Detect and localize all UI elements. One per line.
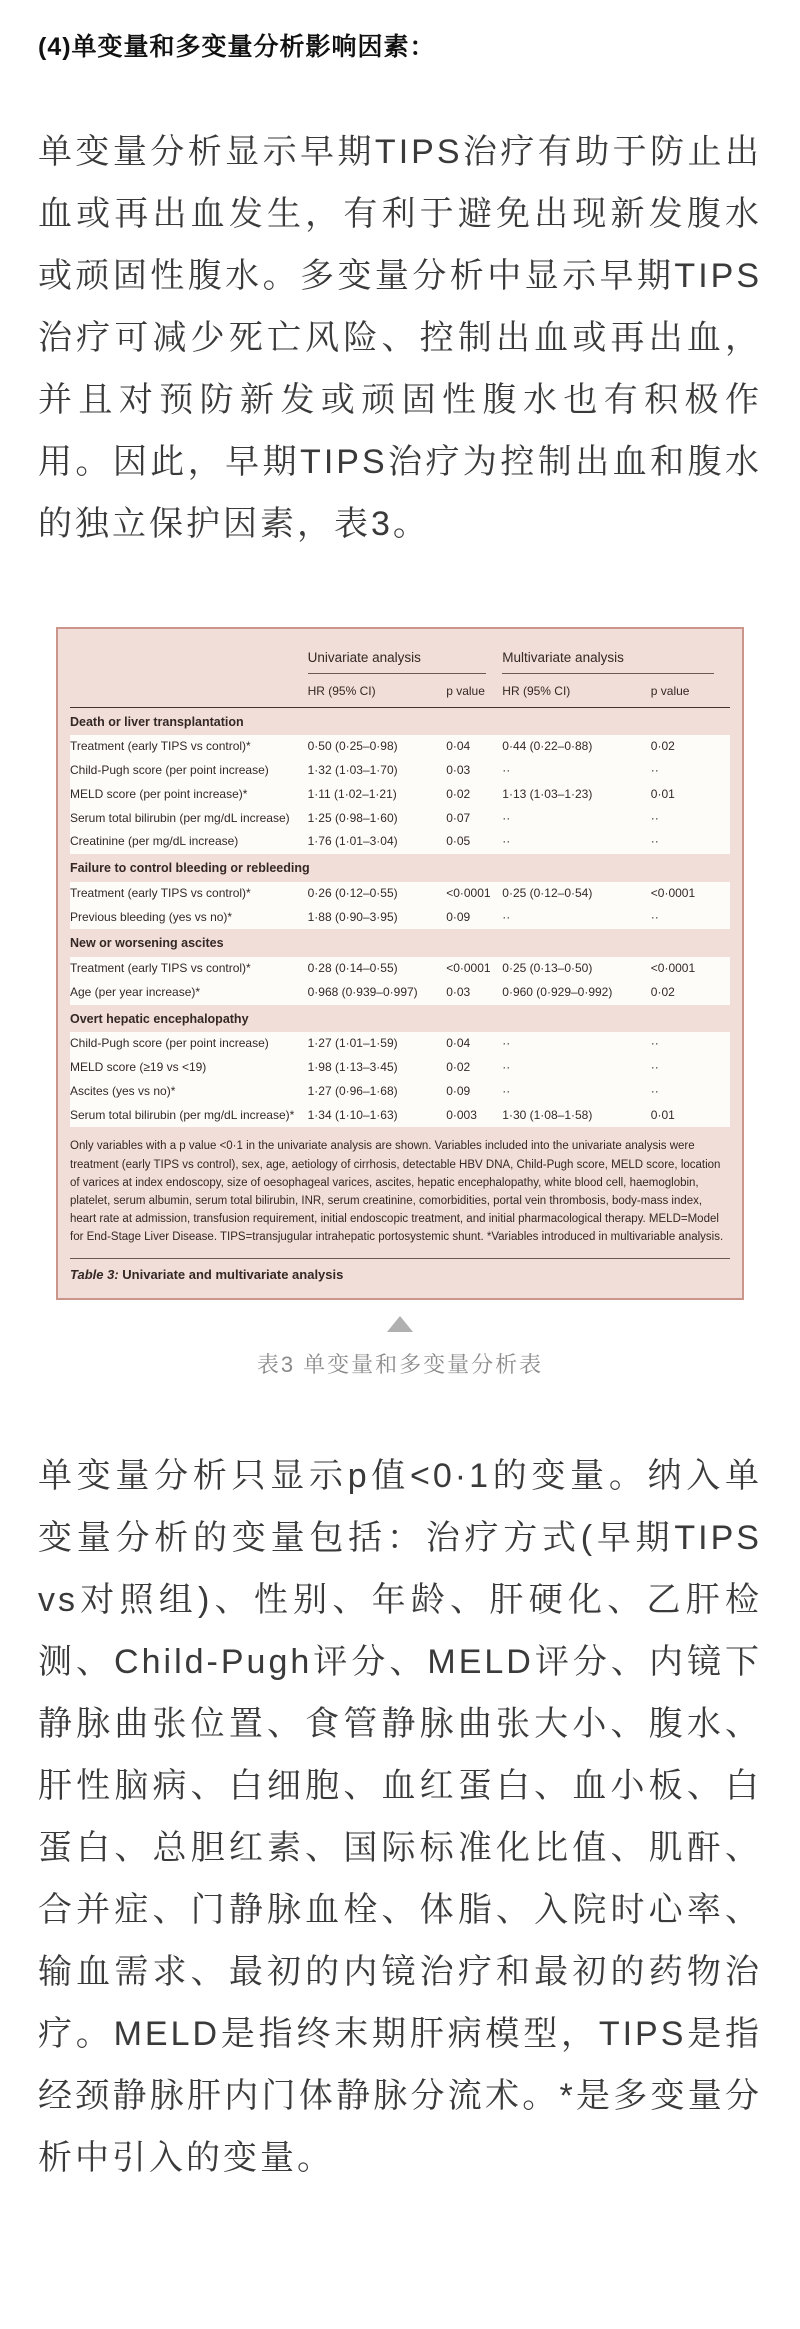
p-value-header-multivariate: p value (650, 683, 690, 698)
value-cell: ·· (651, 1056, 730, 1080)
value-cell: ·· (502, 830, 651, 854)
value-cell: 1·98 (1·13–3·45) (308, 1056, 447, 1080)
table-section-row (70, 854, 730, 882)
value-cell: 0·02 (446, 1056, 502, 1080)
variable-cell: Serum total bilirubin (per mg/dL increase) (70, 807, 308, 831)
value-cell: 0·09 (446, 1080, 502, 1104)
value-cell: 1·76 (1·01–3·04) (308, 830, 447, 854)
table-row (70, 807, 730, 831)
value-cell: 0·03 (446, 759, 502, 783)
univariate-multivariate-table (70, 645, 730, 1127)
value-cell: 1·27 (0·96–1·68) (308, 1080, 447, 1104)
value-cell: ·· (502, 1032, 651, 1056)
variable-cell: Treatment (early TIPS vs control)* (70, 735, 308, 759)
value-cell: ·· (651, 807, 730, 831)
multivariate-group-label: Multivariate analysis (502, 649, 714, 674)
value-cell: 0·05 (446, 830, 502, 854)
table-row (70, 1104, 730, 1128)
hr-ci-header-multivariate: HR (95% CI) (502, 683, 571, 698)
table-row (70, 759, 730, 783)
value-cell: 0·25 (0·13–0·50) (502, 957, 651, 981)
table-label-prefix: Table 3: (70, 1267, 119, 1283)
value-cell: 0·960 (0·929–0·992) (502, 981, 651, 1005)
table-section-row (70, 929, 730, 957)
value-cell: 0·04 (446, 1032, 502, 1056)
table-row (70, 981, 730, 1005)
table-row (70, 783, 730, 807)
table-section-title: New or worsening ascites (70, 929, 730, 957)
variable-cell: Child-Pugh score (per point increase) (70, 1032, 308, 1056)
value-cell: <0·0001 (651, 882, 730, 906)
value-cell: <0·0001 (446, 957, 502, 981)
value-cell: ·· (651, 830, 730, 854)
value-cell: ·· (502, 1080, 651, 1104)
empty-header-cell (70, 645, 308, 678)
value-cell: 0·09 (446, 906, 502, 930)
value-cell: ·· (651, 759, 730, 783)
table-group-header-row (70, 645, 730, 678)
value-cell: 0·26 (0·12–0·55) (308, 882, 447, 906)
p-value-header-univariate: p value (446, 683, 485, 698)
value-cell: 0·25 (0·12–0·54) (502, 882, 651, 906)
hr-ci-header-univariate: HR (95% CI) (307, 683, 376, 698)
value-cell: 1·25 (0·98–1·60) (308, 807, 447, 831)
univariate-group-header (308, 645, 503, 678)
variable-cell: Ascites (yes vs no)* (70, 1080, 308, 1104)
variable-cell: Creatinine (per mg/dL increase) (70, 830, 308, 854)
variable-cell: Age (per year increase)* (70, 981, 308, 1005)
triangle-up-icon (387, 1316, 413, 1332)
multivariate-group-header (502, 645, 730, 678)
value-cell: 1·34 (1·10–1·63) (308, 1104, 447, 1128)
table-row (70, 1032, 730, 1056)
table-row (70, 830, 730, 854)
section-heading: (4)单变量和多变量分析影响因素： (38, 33, 436, 61)
value-cell: 1·11 (1·02–1·21) (308, 783, 447, 807)
variable-cell: Previous bleeding (yes vs no)* (70, 906, 308, 930)
table-row (70, 735, 730, 759)
table-bottom-rule (70, 1258, 730, 1259)
value-cell: ·· (502, 906, 651, 930)
table-row (70, 906, 730, 930)
value-cell: 0·07 (446, 807, 502, 831)
variable-cell: Treatment (early TIPS vs control)* (70, 882, 308, 906)
table-section-title: Failure to control bleeding or rebleeding (70, 854, 730, 882)
value-cell: 1·27 (1·01–1·59) (308, 1032, 447, 1056)
value-cell: 1·32 (1·03–1·70) (308, 759, 447, 783)
variable-cell: MELD score (≥19 vs <19) (70, 1056, 308, 1080)
value-cell: 0·01 (651, 1104, 730, 1128)
value-cell: 0·44 (0·22–0·88) (502, 735, 651, 759)
table-section-title: Death or liver transplantation (70, 707, 730, 735)
table-section-row (70, 707, 730, 735)
table-subheader-row (70, 678, 730, 707)
value-cell: 0·28 (0·14–0·55) (308, 957, 447, 981)
paragraph-table-explanation: 单变量分析只显示p值<0·1的变量。纳入单变量分析的变量包括：治疗方式(早期TIPS vs对照组)、性别、年龄、肝硬化、乙肝检测、Child-Pugh评分、MELD评分、内镜下静脉曲张位置、食管静脉曲张大小、腹水、肝性脑病、白细胞、血红蛋白、血小板、白蛋白、总胆红素、国际标准化比值、肌酐、合并症、门静脉血栓、体脂、入院时心率、输血需求、最初的内镜治疗和最初的药物治疗。MELD是指终末期肝病模型，TIPS是指经颈静脉肝内门体静脉分流术。*是多变量分析中引入的变量。 (38, 1457, 762, 2178)
univariate-group-label: Univariate analysis (308, 649, 487, 674)
value-cell: ·· (651, 1080, 730, 1104)
table-section-row (70, 1005, 730, 1033)
value-cell: 0·02 (651, 735, 730, 759)
value-cell: <0·0001 (446, 882, 502, 906)
value-cell: ·· (502, 807, 651, 831)
table-row (70, 1080, 730, 1104)
table-section-title: Overt hepatic encephalopathy (70, 1005, 730, 1033)
value-cell: ·· (502, 759, 651, 783)
lancet-table-figure (56, 627, 744, 1300)
value-cell: 0·03 (446, 981, 502, 1005)
value-cell: 1·13 (1·03–1·23) (502, 783, 651, 807)
value-cell: ·· (651, 906, 730, 930)
table-row (70, 957, 730, 981)
value-cell: 0·02 (446, 783, 502, 807)
table-label-text: Univariate and multivariate analysis (118, 1267, 344, 1283)
table-label (70, 1267, 730, 1282)
value-cell: 0·01 (651, 783, 730, 807)
value-cell: ·· (502, 1056, 651, 1080)
value-cell: 0·04 (446, 735, 502, 759)
value-cell: 0·02 (651, 981, 730, 1005)
paragraph-univariate-summary: 单变量分析显示早期TIPS治疗有助于防止出血或再出血发生，有利于避免出现新发腹水或顽固性腹水。多变量分析中显示早期TIPS治疗可减少死亡风险、控制出血或再出血，并且对预防新发或顽固性腹水也有积极作用。因此，早期TIPS治疗为控制出血和腹水的独立保护因素，表3。 (38, 133, 762, 543)
value-cell: 0·50 (0·25–0·98) (308, 735, 447, 759)
article-page (0, 30, 800, 2329)
variable-cell: MELD score (per point increase)* (70, 783, 308, 807)
table-row (70, 882, 730, 906)
value-cell: 1·88 (0·90–3·95) (308, 906, 447, 930)
value-cell: ·· (651, 1032, 730, 1056)
value-cell: 0·968 (0·939–0·997) (308, 981, 447, 1005)
value-cell: <0·0001 (651, 957, 730, 981)
variable-cell: Child-Pugh score (per point increase) (70, 759, 308, 783)
table-footnote: Only variables with a p value <0·1 in the univariate analysis are shown. Variables included into the univariate analysis were treatment (early TIPS vs control), sex, age, aetiology of cirrhosis, detectable HBV DNA, Child-Pugh score, MELD score, location of varices at index endoscopy, size of oesophageal varices, ascites, hepatic encephalopathy, white blood cell, haemoglobin, platelet, serum albumin, serum total bilirubin, INR, serum creatinine, comorbidities, portal vein thrombosis, body-mass index, heart rate at admission, transfusion requirement, initial endoscopic treatment, and initial pharmacological therapy. MELD=Model for End-Stage Liver Disease. TIPS=transjugular intrahepatic portosystemic shunt. *Variables introduced in multivariable analysis. (70, 1140, 724, 1244)
table-row (70, 1056, 730, 1080)
figure-caption: 表3 单变量和多变量分析表 (256, 1352, 544, 1378)
value-cell: 0·003 (446, 1104, 502, 1128)
empty-subheader-cell (70, 678, 308, 707)
variable-cell: Serum total bilirubin (per mg/dL increase)* (70, 1104, 308, 1128)
value-cell: 1·30 (1·08–1·58) (502, 1104, 651, 1128)
variable-cell: Treatment (early TIPS vs control)* (70, 957, 308, 981)
